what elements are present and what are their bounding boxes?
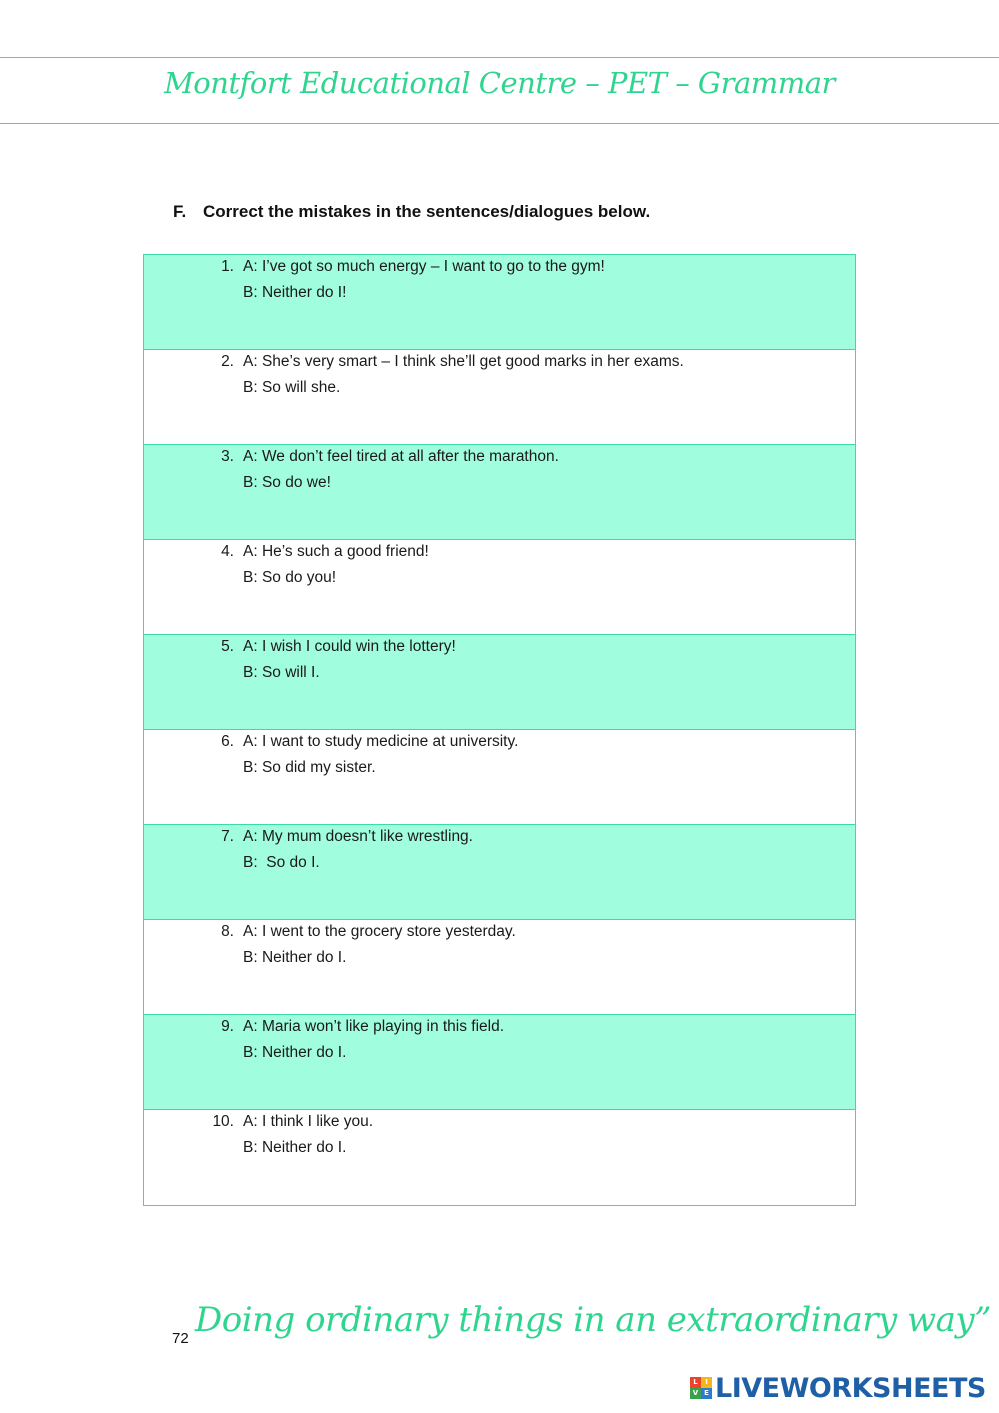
header-title: Montfort Educational Centre – PET – Grammar	[164, 66, 835, 100]
dialogue-line-b: B: So do I.	[243, 854, 320, 871]
item-number: 10.	[212, 1113, 234, 1130]
dialogue-line-b: B: So do we!	[243, 474, 331, 491]
exercise-row	[144, 255, 855, 350]
page-number: 72	[172, 1330, 189, 1347]
exercise-row	[144, 540, 855, 635]
dialogue-line-b: B: So did my sister.	[243, 759, 376, 776]
dialogue-line-a: A: I’ve got so much energy – I want to go to the gym!	[243, 258, 605, 275]
liveworksheets-logo-icon: L I V E	[690, 1377, 712, 1399]
dialogue-line-a: A: He’s such a good friend!	[243, 543, 429, 560]
exercise-letter: F.	[173, 202, 187, 221]
page-header	[0, 57, 999, 124]
dialogue-line-b: B: So will she.	[243, 379, 341, 396]
liveworksheets-brand[interactable]	[690, 1372, 986, 1404]
dialogue-line-a: A: I wish I could win the lottery!	[243, 638, 456, 655]
exercise-row	[144, 920, 855, 1015]
dialogue-line-b: B: Neither do I.	[243, 949, 347, 966]
dialogue-line-a: A: I went to the grocery store yesterday.	[243, 923, 516, 940]
item-number: 6.	[221, 733, 234, 750]
exercise-row	[144, 635, 855, 730]
brand-name: LIVEWORKSHEETS	[715, 1372, 986, 1404]
item-number: 8.	[221, 923, 234, 940]
exercise-row	[144, 730, 855, 825]
dialogue-line-a: A: She’s very smart – I think she’ll get good marks in her exams.	[243, 353, 684, 370]
exercise-row	[144, 825, 855, 920]
exercise-table	[143, 254, 856, 1206]
exercise-row	[144, 1015, 855, 1110]
exercise-row	[144, 350, 855, 445]
instruction-text: Correct the mistakes in the sentences/dialogues below.	[203, 202, 651, 221]
dialogue-line-a: A: My mum doesn’t like wrestling.	[243, 828, 473, 845]
dialogue-line-a: A: I want to study medicine at university.	[243, 733, 519, 750]
dialogue-line-a: A: Maria won’t like playing in this field.	[243, 1018, 505, 1035]
dialogue-line-a: A: We don’t feel tired at all after the marathon.	[243, 448, 559, 465]
dialogue-line-b: B: So will I.	[243, 664, 320, 681]
dialogue-line-b: B: Neither do I!	[243, 284, 347, 301]
exercise-instruction	[173, 202, 650, 222]
dialogue-line-a: A: I think I like you.	[243, 1113, 374, 1130]
item-number: 9.	[221, 1018, 234, 1035]
exercise-row	[144, 445, 855, 540]
item-number: 5.	[221, 638, 234, 655]
exercise-row	[144, 1110, 855, 1205]
item-number: 3.	[221, 448, 234, 465]
item-number: 1.	[221, 258, 234, 275]
item-number: 7.	[221, 828, 234, 845]
dialogue-line-b: B: Neither do I.	[243, 1139, 347, 1156]
footer-motto: Doing ordinary things in an extraordinary way”	[195, 1300, 992, 1340]
dialogue-line-b: B: Neither do I.	[243, 1044, 347, 1061]
dialogue-line-b: B: So do you!	[243, 569, 337, 586]
item-number: 4.	[221, 543, 234, 560]
item-number: 2.	[221, 353, 234, 370]
